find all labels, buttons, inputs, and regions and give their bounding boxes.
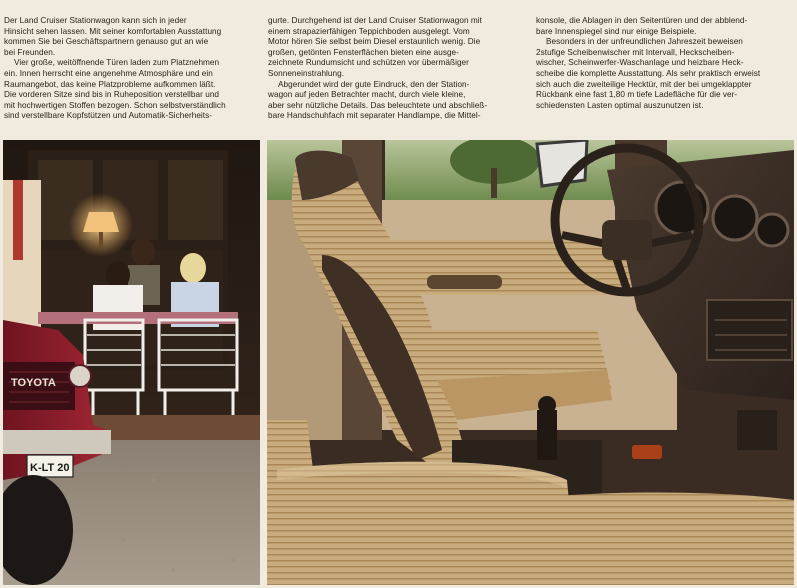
paragraph-line: gurte. Durchgehend ist der Land Cruiser Stationwagon mit [268,16,482,25]
photo-interior [267,140,794,585]
paragraph-line: großen, getönten Fensterflächen bieten eine ausge- [268,47,459,57]
paragraph-line: Raumangebot, das keine Platzprobleme aufkommen läßt. [4,79,216,89]
paragraph-line: Sonneneinstrahlung. [268,68,345,78]
paragraph-line: scheibe die komplette Ausstattung. Als sehr praktisch erweist [536,68,761,78]
paragraph-line: bei Freunden. [4,47,56,57]
paragraph-line: wischer, Scheinwerfer-Waschanlage und heizbare Heck- [536,58,744,68]
text-column-1 [4,16,250,122]
photo-restaurant-scene [3,140,260,585]
paragraph-line: schiedensten Lasten optimal auszunutzen ist. [536,100,704,110]
paragraph-line: sind verstellbare Kopfstützen und Automatik-Sicherheits- [4,111,213,121]
paragraph-line: Motor hören Sie selbst beim Diesel erstaunlich wenig. Die [268,37,481,47]
paragraph-line: 2stufige Scheibenwischer mit Intervall, Heckscheiben- [536,47,735,57]
paragraph-line: ein. Innen herrscht eine angenehme Atmosphäre und ein [4,68,213,78]
paragraph-line: Vier große, weitöffnende Türen laden zum Platznehmen [14,58,220,68]
text-column-3 [536,16,794,111]
paragraph-line: zeichnete Rundumsicht und schützen vor übermäßiger [268,58,469,68]
paragraph-line: aber sehr nützliche Details. Das beleuchtete und abschließ- [268,100,488,110]
paragraph-line: mit hochwertigen Stoffen bezogen. Schon selbstverständlich [4,100,226,110]
paragraph-line: kommen Sie bei Geschäftspartnern genauso gut an wie [4,37,209,47]
paragraph-line: bare Handschuhfach mit separater Handlampe, die Mittel- [268,111,481,121]
license-plate: K-LT 20 [30,462,70,474]
paragraph-line: konsole, die Ablagen in den Seitentüren und der abblend- [536,16,748,25]
text-column-2 [268,16,523,122]
paragraph-line: sich auch die zweiteilige Hecktür, mit der bei umgeklappter [536,79,752,89]
paragraph-line: Rückbank eine fast 1,80 m tiefe Ladefläche für die ver- [536,90,738,100]
paragraph-line: Der Land Cruiser Stationwagon kann sich in jeder [4,16,187,25]
paragraph-line: Besonders in der unfreundlichen Jahreszeit beweisen [546,37,743,47]
toyota-badge: TOYOTA [11,377,56,389]
paragraph-line: Hinsicht sehen lassen. Mit seiner komfortablen Ausstattung [4,26,222,36]
paragraph-line: wagon auf jeden Betrachter macht, durch viele kleine, [268,90,466,100]
paragraph-line: Abgerundet wird der gute Eindruck, den der Station- [278,79,470,89]
paragraph-line: einem strapazierfähigen Teppichboden ausgelegt. Vom [268,26,470,36]
paragraph-line: Die vorderen Sitze sind bis in Ruheposition verstellbar und [4,90,220,100]
paragraph-line: bare Innenspiegel sind nur einige Beispiele. [536,26,697,36]
